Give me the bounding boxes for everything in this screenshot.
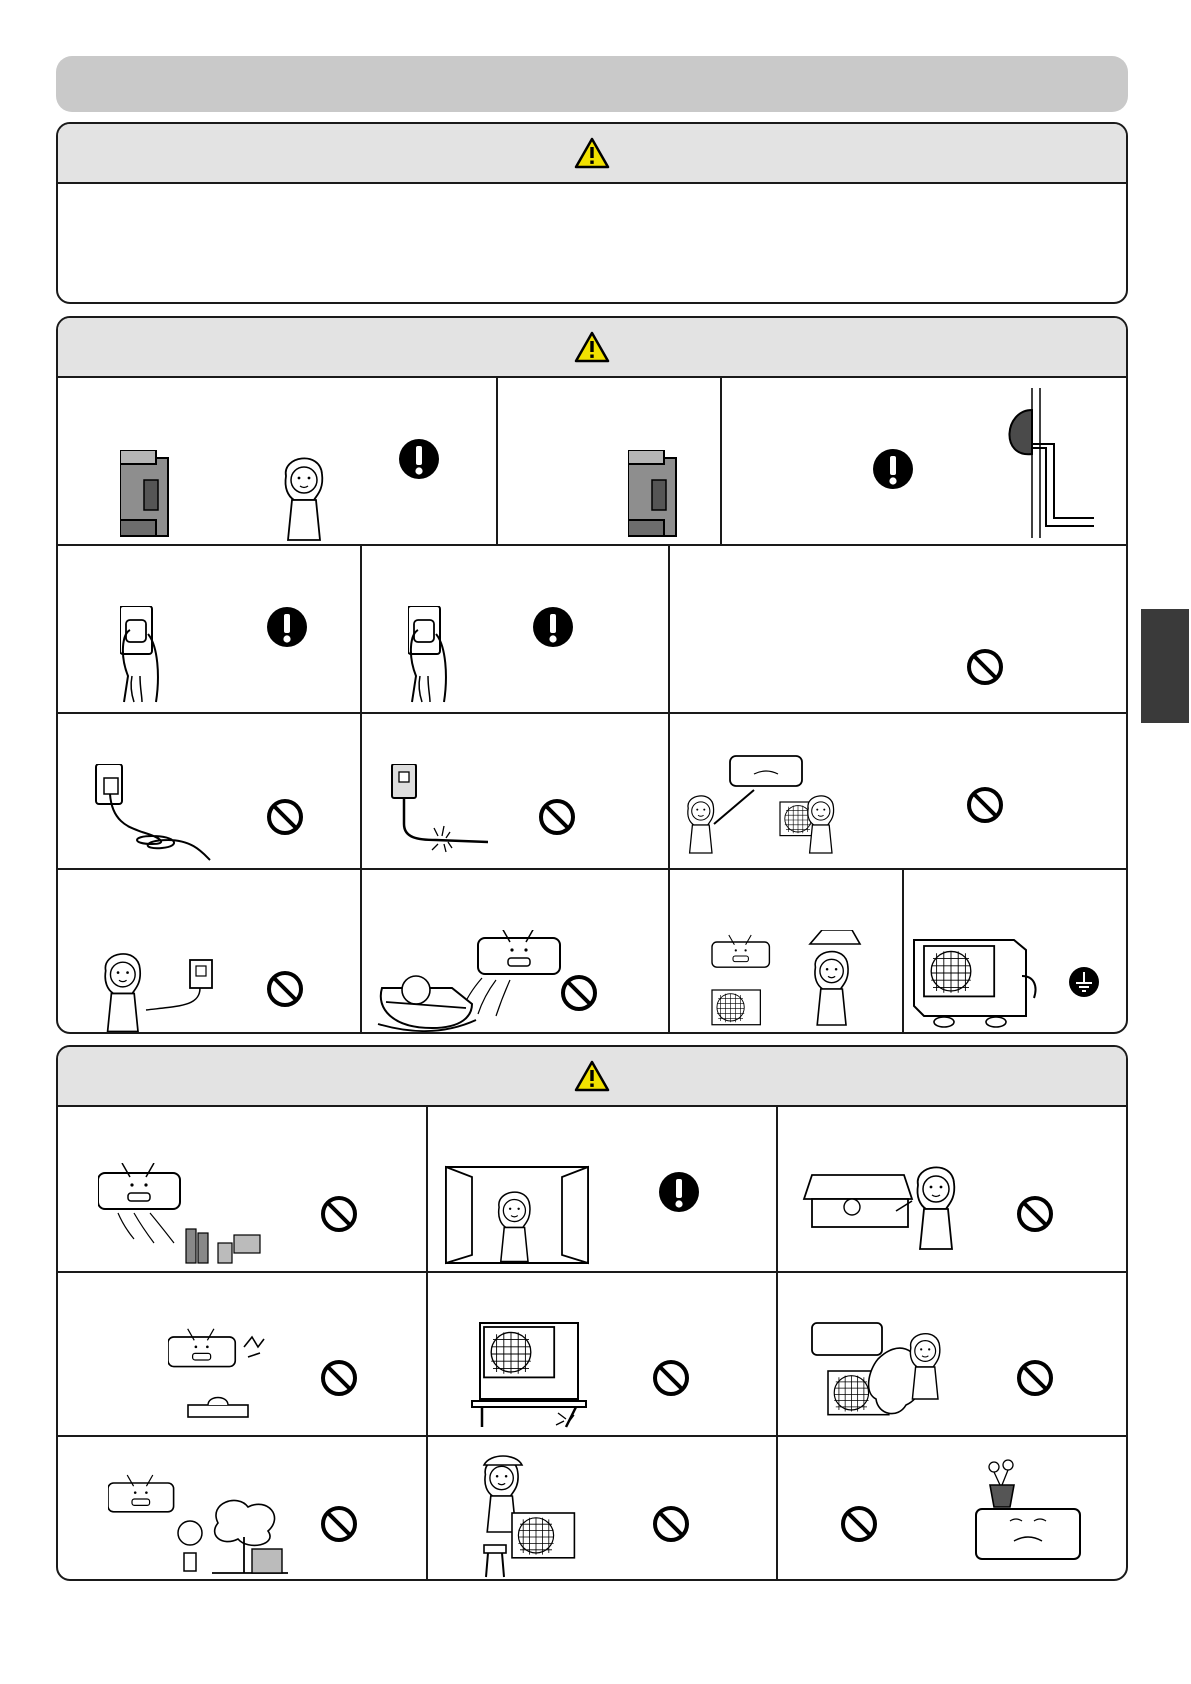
cell-wet-hands-plug — [58, 870, 362, 1034]
wet-hands-illustration — [100, 946, 230, 1034]
cell-coiled-cord — [58, 714, 362, 870]
prohibition-icon — [652, 1505, 690, 1543]
baby-cradle-illustration — [372, 930, 572, 1034]
touch-louver-illustration — [792, 1151, 992, 1263]
cell-direct-air-person — [670, 870, 904, 1034]
notice-panel-header — [58, 124, 1126, 184]
cell-heater-under-unit — [58, 1273, 428, 1437]
prohibition-icon — [652, 1359, 690, 1397]
cell-empty-prohibit — [670, 546, 1128, 714]
hand-plug-illustration — [408, 606, 458, 706]
warning-triangle-icon — [574, 137, 610, 169]
heater-illustration — [168, 1327, 278, 1423]
prohibition-icon — [266, 970, 304, 1008]
prohibition-icon — [320, 1359, 358, 1397]
cell-touch-louver — [778, 1107, 1128, 1273]
warning-triangle-icon — [574, 1060, 610, 1092]
cell-plug-insert-1 — [58, 546, 362, 714]
prohibition-icon — [1016, 1195, 1054, 1233]
mandatory-icon — [266, 606, 308, 648]
cell-food-storage — [58, 1107, 428, 1273]
cell-damaged-cord — [362, 714, 670, 870]
cell-breaker-and-person — [58, 378, 498, 546]
person-illustration — [280, 450, 330, 544]
mandatory-icon — [872, 448, 914, 490]
mandatory-icon — [658, 1171, 700, 1213]
cell-breaker — [498, 378, 722, 546]
warning-triangle-icon — [574, 331, 610, 363]
prohibition-icon — [538, 798, 576, 836]
prohibition-icon — [840, 1505, 878, 1543]
cell-damaged-stand — [428, 1273, 778, 1437]
breaker-illustration — [120, 450, 172, 540]
breaker-illustration — [628, 450, 680, 540]
prohibition-icon — [966, 648, 1004, 686]
coiled-cord-illustration — [92, 764, 212, 864]
cell-vase-on-unit — [778, 1437, 1128, 1581]
cell-children-poking-unit — [670, 714, 1128, 870]
prohibition-icon — [966, 786, 1004, 824]
prohibition-icon — [266, 798, 304, 836]
mandatory-icon — [398, 438, 440, 480]
hand-plug-illustration — [120, 606, 170, 706]
direct-air-illustration — [710, 930, 880, 1034]
caution-panel — [56, 1045, 1128, 1581]
outdoor-unit-ground-illustration — [910, 936, 1040, 1032]
cell-baby-cold-air — [362, 870, 670, 1034]
ground-icon — [1068, 966, 1100, 998]
damaged-cord-illustration — [388, 764, 488, 860]
prohibition-icon — [1016, 1359, 1054, 1397]
cell-window-open — [428, 1107, 778, 1273]
damaged-stand-illustration — [470, 1319, 590, 1431]
cell-grounding — [904, 870, 1128, 1034]
vase-on-unit-illustration — [974, 1457, 1084, 1575]
cell-drain-pipe — [722, 378, 1128, 546]
warning-panel-header — [58, 318, 1126, 378]
section-header-bar — [56, 56, 1128, 112]
child-climbing-illustration — [476, 1451, 576, 1579]
prohibition-icon — [320, 1195, 358, 1233]
prohibition-icon — [320, 1505, 358, 1543]
warning-panel — [56, 316, 1128, 1034]
chapter-side-tab — [1141, 609, 1189, 723]
cell-block-outdoor-unit — [778, 1273, 1128, 1437]
mandatory-icon — [532, 606, 574, 648]
cell-child-climbing-unit — [428, 1437, 778, 1581]
window-illustration — [442, 1163, 592, 1269]
notice-panel — [56, 122, 1128, 304]
plants-airflow-illustration — [108, 1473, 298, 1577]
food-storage-illustration — [98, 1163, 278, 1269]
children-poking-illustration — [684, 754, 864, 864]
prohibition-icon — [560, 974, 598, 1012]
cell-plug-insert-2 — [362, 546, 670, 714]
indoor-unit-drain-illustration — [984, 388, 1104, 538]
caution-panel-header — [58, 1047, 1126, 1107]
cell-plants-animals-airflow — [58, 1437, 428, 1581]
blocked-outdoor-illustration — [808, 1319, 968, 1431]
